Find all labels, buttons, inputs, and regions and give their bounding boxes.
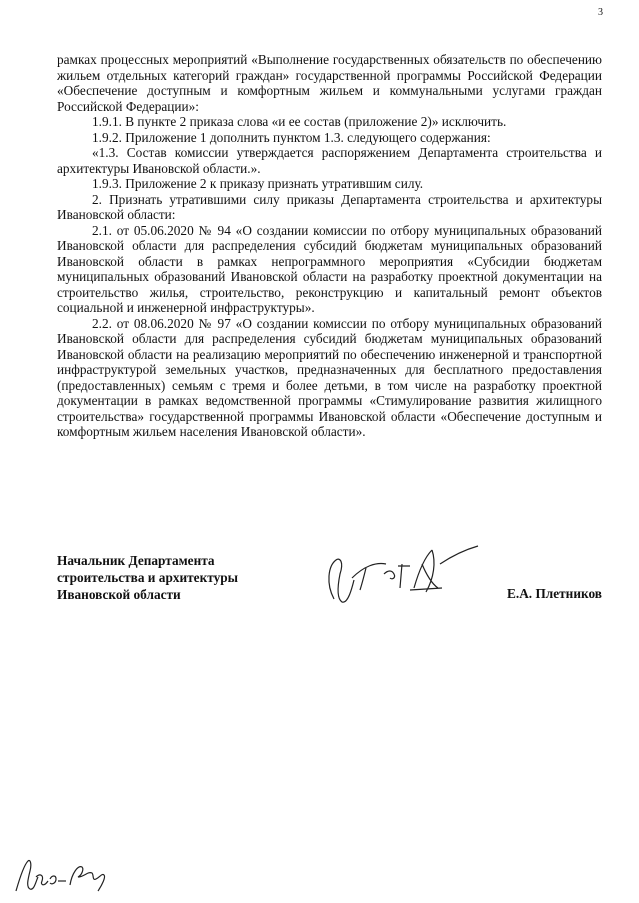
paragraph-1-9-2: 1.9.2. Приложение 1 дополнить пунктом 1.3. следующего содержания: bbox=[92, 129, 491, 145]
signature-block bbox=[57, 552, 602, 622]
signatory-title-line: Начальник Департамента bbox=[57, 553, 215, 568]
page-number: 3 bbox=[598, 7, 603, 18]
paragraph-2-2: 2.2. от 08.06.2020 № 97 «О создании комиссии по отбору муниципальных образований Ивановской области для распределения субсидий бюджетам муниципальных образований Ивановской области на реализацию мероприятий по обеспечению инженерной и транспортной инфраструктурой земельных участков, предназначенных для бесплатного предоставления (предоставленных) семьям с тремя и более детьми, в том числе на разработку проектной документации в рамках ведомственной программы «Стимулирование развития жилищного строительства» государственной программы Ивановской области «Обеспечение доступным и комфортным жильем населения Ивановской области». bbox=[57, 315, 602, 439]
signatory-title-line: строительства и архитектуры bbox=[57, 570, 239, 585]
paragraph-quote-1-3: «1.3. Состав комиссии утверждается распоряжением Департамента строительства и архитектуры Ивановской области.». bbox=[57, 145, 602, 176]
handwritten-signature bbox=[314, 544, 489, 614]
signatory-name: Е.А. Плетников bbox=[507, 586, 602, 601]
paragraph-2-1: 2.1. от 05.06.2020 № 94 «О создании комиссии по отбору муниципальных образований Ивановской области для распределения субсидий бюджетам муниципальных образований Ивановской области в рамках непрограммного мероприятия «Субсидии бюджетам муниципальных образований Ивановской области на разработку проектной документации на строительство жилья, строительство, реконструкцию и капитальный ремонт объектов социальной и инженерной инфраструктуры». bbox=[57, 222, 602, 315]
signatory-title-line: Ивановской области bbox=[57, 587, 181, 602]
paragraph-intro: рамках процессных мероприятий «Выполнение государственных обязательств по обеспечению жильем отдельных категорий граждан» государственной программы Российской Федерации «Обеспечение доступным и комфортным жильем и коммунальными услугами граждан Российской Федерации»: bbox=[57, 52, 602, 114]
handwritten-initials bbox=[12, 855, 112, 897]
signatory-title bbox=[57, 552, 238, 603]
paragraph-1-9-3: 1.9.3. Приложение 2 к приказу признать утратившим силу. bbox=[92, 176, 424, 191]
paragraph-1-9-1: 1.9.1. В пункте 2 приказа слова «и ее состав (приложение 2)» исключить. bbox=[92, 114, 507, 129]
paragraph-2: 2. Признать утратившими силу приказы Департамента строительства и архитектуры Ивановской области: bbox=[57, 191, 602, 222]
document-body bbox=[57, 52, 602, 440]
